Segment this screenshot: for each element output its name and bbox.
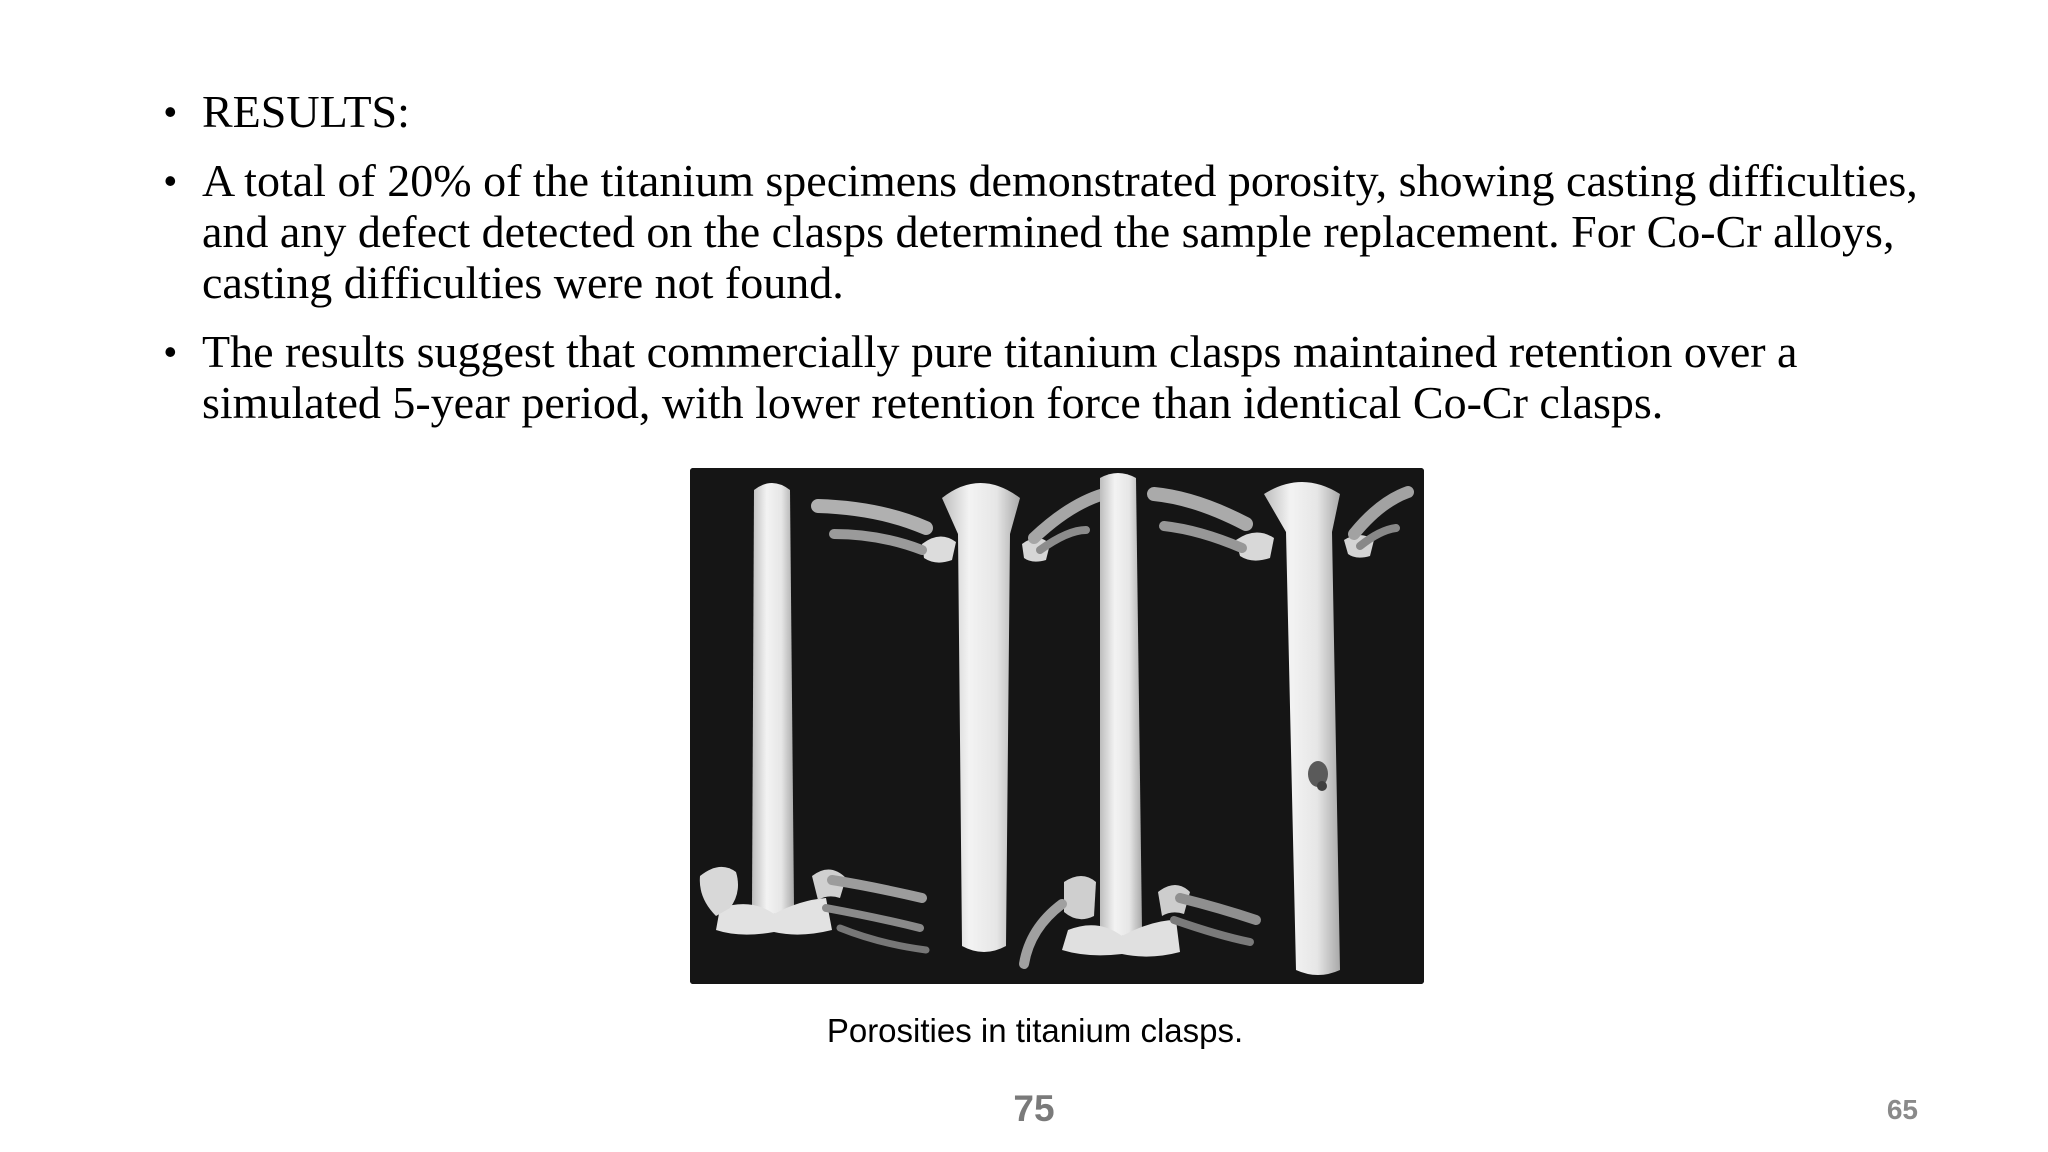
slide-number: 65 (1886, 1094, 1918, 1125)
bullet-text: The results suggest that commercially pure titanium clasps maintained retention over a simulated 5-year period, with lower retention force than identical Co-Cr clasps. (202, 326, 1798, 428)
bullet-item-porosity (160, 155, 1920, 308)
bullet-glyph: • (164, 91, 177, 132)
figure-caption: Porosities in titanium clasps. (826, 1012, 1244, 1049)
clasp-specimens-illustration (690, 468, 1424, 984)
center-page-number: 75 (1013, 1088, 1055, 1129)
bullet-item-results-heading (160, 86, 1920, 137)
bullet-text: RESULTS: (202, 86, 410, 137)
bullet-item-retention (160, 326, 1920, 428)
bullet-text: A total of 20% of the titanium specimens demonstrated porosity, showing casting difficulties, and any defect detected on the clasps determined the sample replacement. For Co-Cr alloys, casting difficulties were not found. (202, 155, 1918, 308)
bullet-glyph: • (164, 160, 177, 201)
titanium-clasps-photo (690, 468, 1424, 984)
bullet-list (160, 86, 1920, 446)
bullet-glyph: • (164, 331, 177, 372)
